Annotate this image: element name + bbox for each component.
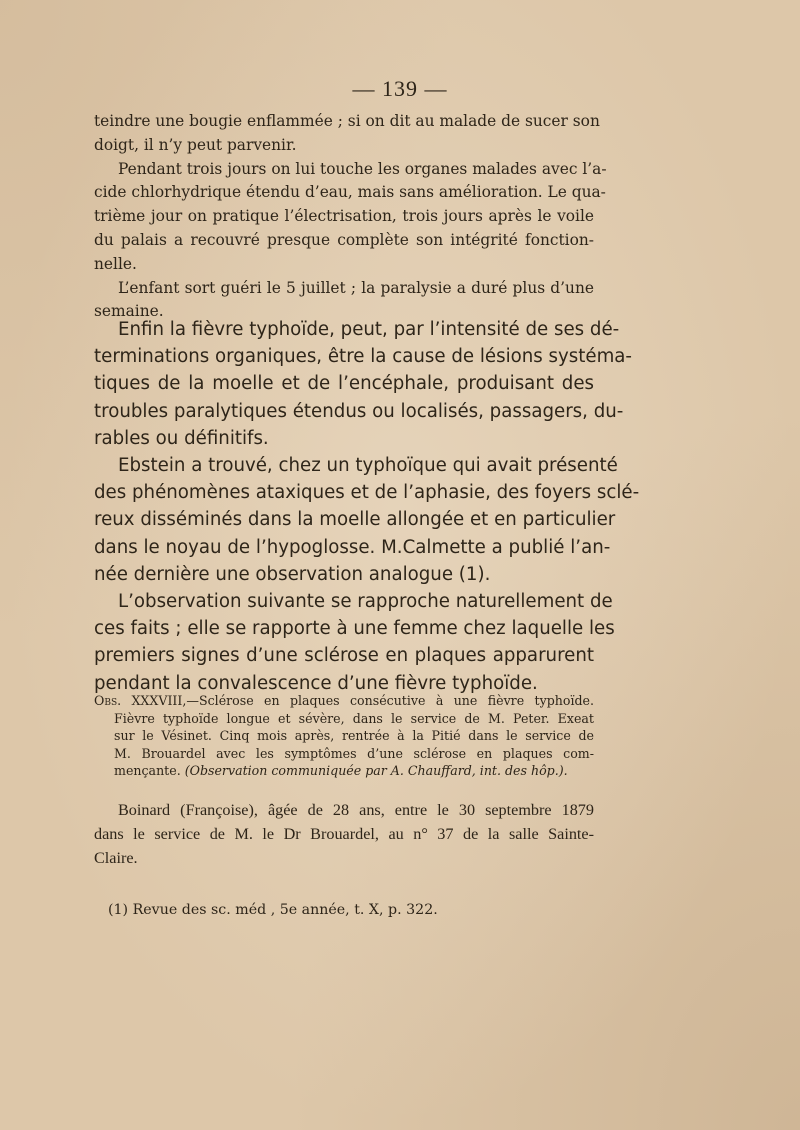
text-line: des phénomènes ataxiques et de l’aphasie, des foyers sclé-: [94, 482, 640, 504]
text-line: Claire.: [94, 849, 138, 868]
text-line: Pendant trois jours on lui touche les organes malades avec l’a-: [118, 159, 607, 178]
text-line: ces faits ; elle se rapporte à une femme chez laquelle les: [94, 618, 615, 640]
text-line: rables ou définitifs.: [94, 427, 269, 449]
page-number: — 139 —: [352, 76, 448, 101]
text-line: premiers signes d’une sclérose en plaques apparurent: [94, 645, 594, 667]
text-line: Ebstein a trouvé, chez un typhoïque qui avait présenté: [118, 455, 618, 477]
text-line: L’enfant sort guéri le 5 juillet ; la paralysie a duré plus d’une: [118, 278, 594, 297]
observation-last-line: mençante.: [114, 763, 181, 779]
text-line: Enfin la fièvre typhoïde, peut, par l’intensité de ses dé-: [118, 319, 620, 340]
footnote: [94, 900, 594, 920]
text-line: doigt, il n’y peut parvenir.: [94, 135, 297, 154]
observation-line: Fièvre typhoïde longue et sévère, dans le service de M. Peter. Exeat: [114, 710, 594, 726]
text-line: terminations organiques, être la cause de lésions systéma-: [94, 346, 632, 368]
text-line: pendant la convalescence d’une fièvre typhoïde.: [94, 672, 538, 694]
text-line: du palais a recouvré presque complète son intégrité fonction-: [94, 230, 594, 249]
observation-line: [94, 692, 594, 710]
text-line: troubles paralytiques étendus ou localisés, passagers, du-: [94, 400, 624, 422]
observation-credit: (Observation communiquée par A. Chauffard, int. des hôp.).: [184, 763, 568, 779]
observation-label: Obs. XXXVIII,: [94, 693, 187, 708]
paragraph-case-end: [94, 110, 607, 324]
text-line: semaine.: [94, 302, 164, 321]
observation-heading: [94, 692, 594, 780]
text-line: cide chlorhydrique étendu d’eau, mais sans amélioration. Le qua-: [94, 183, 606, 202]
text-line: trième jour on pratique l’électrisation, trois jours après le voile: [94, 207, 594, 226]
footnote-text: (1) Revue des sc. méd , 5e année, t. X, p. 322.: [108, 902, 438, 918]
paragraph-patient: [94, 798, 594, 871]
text-line: Boinard (Françoise), âgée de 28 ans, entre le 30 septembre 1879: [118, 801, 594, 819]
text-line: nelle.: [94, 254, 137, 273]
text-line: dans le service de M. le Dr Brouardel, au n° 37 de la salle Sainte-: [94, 825, 594, 844]
text-line: tiques de la moelle et de l’encéphale, produisant des: [94, 373, 594, 395]
observation-line: M. Brouardel avec les symptômes d’une sclérose en plaques com-: [114, 745, 594, 761]
observation-line: [94, 762, 594, 780]
text-line: dans le noyau de l’hypoglosse. M.Calmette a publié l’an-: [94, 536, 611, 558]
text-line: née dernière une observation analogue (1).: [94, 563, 491, 585]
paragraph-typhoid-lesions: [94, 316, 640, 697]
text-line: teindre une bougie enflammée ; si on dit au malade de sucer son: [94, 112, 600, 130]
text-line: L’observation suivante se rapproche naturellement de: [118, 591, 613, 613]
text-line: reux disséminés dans la moelle allongée et en particulier: [94, 509, 616, 531]
observation-title: —Sclérose en plaques consécutive à une fièvre typhoïde.: [186, 693, 594, 708]
observation-line: sur le Vésinet. Cinq mois après, rentrée à la Pitié dans le service de: [114, 728, 594, 744]
